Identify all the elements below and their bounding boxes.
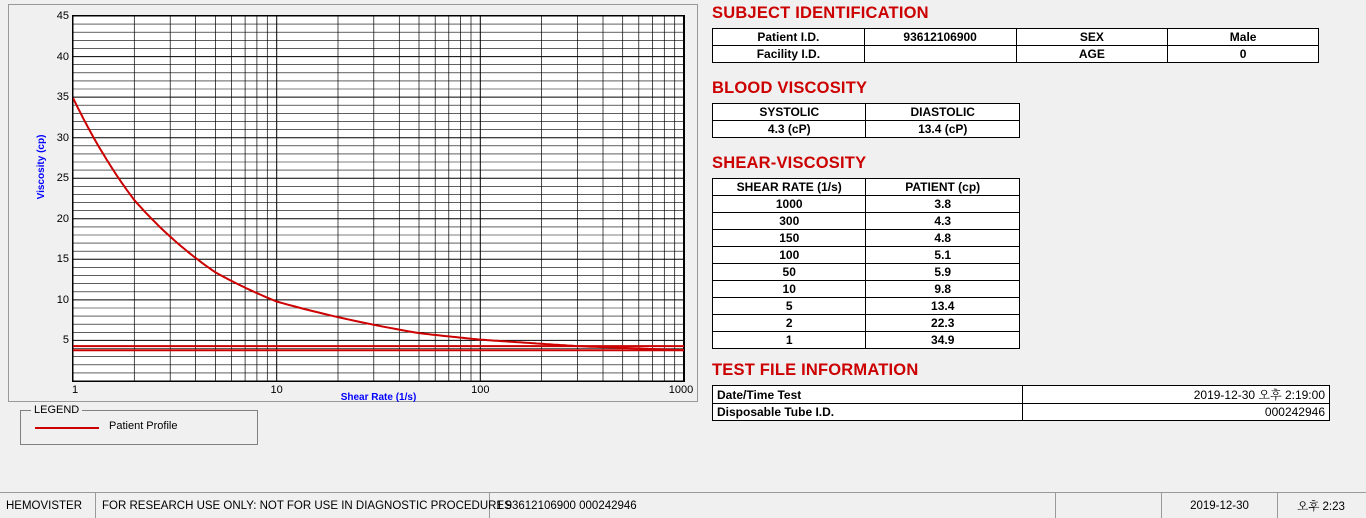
patient-viscosity-cell: 4.3	[866, 213, 1020, 230]
age-label: AGE	[1016, 46, 1168, 63]
legend-box	[20, 404, 258, 445]
patient-viscosity-cell: 34.9	[866, 332, 1020, 349]
y-axis-tick-label: 15	[56, 253, 69, 266]
table-row	[713, 121, 1020, 138]
table-row	[713, 46, 1319, 63]
status-research-notice: FOR RESEARCH USE ONLY: NOT FOR USE IN DIAGNOSTIC PROCEDURES	[96, 493, 490, 518]
test-file-information-table	[712, 385, 1330, 421]
patient-id-label: Patient I.D.	[713, 29, 865, 46]
x-axis-tick-label: 100	[471, 384, 490, 396]
spacer	[712, 349, 1360, 361]
shear-rate-header: SHEAR RATE (1/s)	[713, 179, 866, 196]
patient-viscosity-cell: 5.1	[866, 247, 1020, 264]
status-bar	[0, 492, 1366, 518]
y-axis-tick-label: 10	[56, 293, 69, 306]
table-row	[713, 264, 1020, 281]
table-row	[713, 104, 1020, 121]
subject-identification-table	[712, 28, 1319, 63]
shear-rate-cell: 10	[713, 281, 866, 298]
legend-item-label: Patient Profile	[109, 420, 178, 432]
tube-id-value: 000242946	[1022, 404, 1330, 421]
shear-rate-cell: 150	[713, 230, 866, 247]
shear-rate-cell: 300	[713, 213, 866, 230]
table-row	[713, 386, 1330, 404]
subject-identification-title: SUBJECT IDENTIFICATION	[712, 4, 929, 22]
table-header-row	[713, 179, 1020, 196]
shear-rate-cell: 50	[713, 264, 866, 281]
table-row	[713, 315, 1020, 332]
facility-id-label: Facility I.D.	[713, 46, 865, 63]
chart-series	[73, 16, 684, 381]
report-column	[712, 4, 1360, 421]
shear-rate-cell: 1	[713, 332, 866, 349]
x-axis-tick-label: 1000	[668, 384, 694, 396]
x-axis-tick-label: 1	[71, 384, 79, 396]
plot-area	[72, 15, 685, 382]
diastolic-label: DIASTOLIC	[866, 104, 1020, 121]
test-file-information-title: TEST FILE INFORMATION	[712, 361, 919, 379]
table-row	[713, 281, 1020, 298]
spacer	[712, 63, 1360, 79]
status-app-name: HEMOVISTER	[0, 493, 96, 518]
patient-id-value[interactable]: 93612106900	[864, 29, 1016, 46]
shear-rate-cell: 100	[713, 247, 866, 264]
facility-id-value[interactable]	[864, 46, 1016, 63]
patient-cp-header: PATIENT (cp)	[866, 179, 1020, 196]
table-row	[713, 247, 1020, 264]
table-row	[713, 29, 1319, 46]
y-axis-tick-label: 30	[56, 131, 69, 144]
table-row	[713, 213, 1020, 230]
sex-label: SEX	[1016, 29, 1168, 46]
sex-value[interactable]: Male	[1168, 29, 1319, 46]
y-axis-label: Viscosity (cp)	[36, 134, 47, 200]
table-row	[713, 196, 1020, 213]
datetime-value: 2019-12-30 오후 2:19:00	[1022, 386, 1330, 404]
patient-viscosity-cell: 5.9	[866, 264, 1020, 281]
diastolic-value: 13.4 (cP)	[866, 121, 1020, 138]
age-value[interactable]: 0	[1168, 46, 1319, 63]
shear-viscosity-table	[712, 178, 1020, 349]
patient-viscosity-cell: 13.4	[866, 298, 1020, 315]
legend-line-swatch	[35, 427, 99, 429]
patient-viscosity-cell: 9.8	[866, 281, 1020, 298]
tube-id-label: Disposable Tube I.D.	[713, 404, 1023, 421]
datetime-label: Date/Time Test	[713, 386, 1023, 404]
legend-title: LEGEND	[31, 404, 82, 416]
table-row	[713, 298, 1020, 315]
shear-rate-cell: 1000	[713, 196, 866, 213]
y-axis-tick-label: 20	[56, 212, 69, 225]
status-date: 2019-12-30	[1162, 493, 1278, 518]
shear-rate-cell: 5	[713, 298, 866, 315]
x-axis-tick-label: 10	[270, 384, 283, 396]
x-axis-label: Shear Rate (1/s)	[340, 392, 417, 403]
table-row	[713, 230, 1020, 247]
y-axis-tick-label: 25	[56, 172, 69, 185]
table-row	[713, 332, 1020, 349]
systolic-value: 4.3 (cP)	[713, 121, 866, 138]
blood-viscosity-table	[712, 103, 1020, 138]
patient-viscosity-cell: 3.8	[866, 196, 1020, 213]
y-axis-tick-label: 35	[56, 91, 69, 104]
shear-viscosity-title: SHEAR-VISCOSITY	[712, 154, 867, 172]
status-time: 오후 2:23	[1297, 500, 1345, 513]
status-blank-cell	[1056, 493, 1162, 518]
blood-viscosity-title: BLOOD VISCOSITY	[712, 79, 868, 97]
y-axis-tick-label: 5	[62, 334, 69, 347]
y-axis-tick-label: 45	[56, 10, 69, 22]
y-axis-tick-label: 40	[56, 50, 69, 63]
status-file-info: 1 93612106900 000242946	[490, 493, 1056, 518]
spacer	[712, 138, 1360, 154]
viscosity-chart-panel	[8, 4, 698, 402]
patient-viscosity-cell: 4.8	[866, 230, 1020, 247]
systolic-label: SYSTOLIC	[713, 104, 866, 121]
shear-rate-cell: 2	[713, 315, 866, 332]
patient-viscosity-cell: 22.3	[866, 315, 1020, 332]
table-row	[713, 404, 1330, 421]
